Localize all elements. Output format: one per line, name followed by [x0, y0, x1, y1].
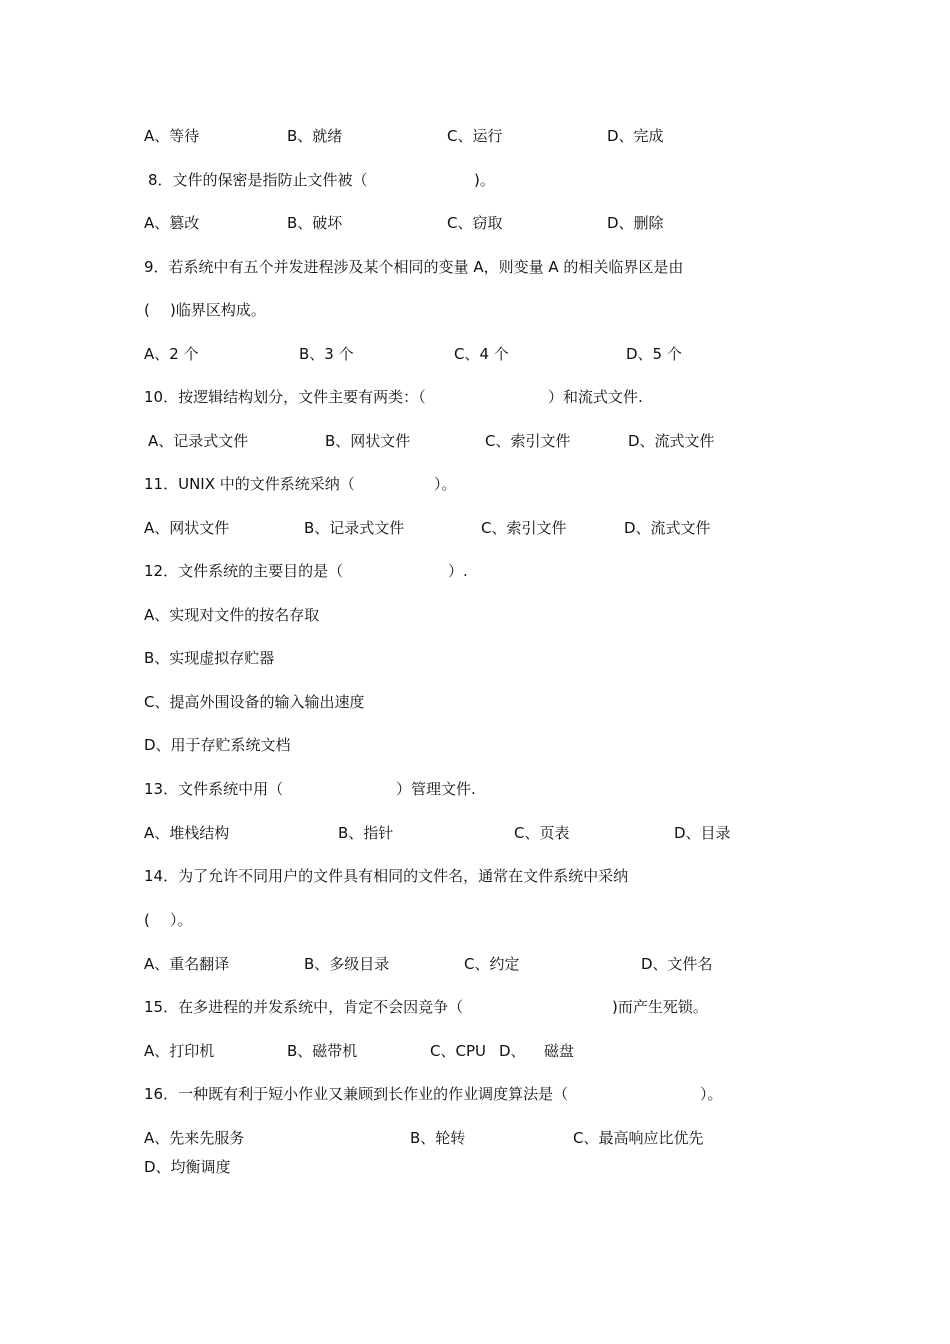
option-d: D、用于存贮系统文档: [144, 736, 291, 754]
question-paren: (: [144, 911, 150, 929]
question-prompt: 16．一种既有利于短小作业又兼顾到长作业的作业调度算法是（: [144, 1085, 569, 1103]
question-tail: ）。: [434, 475, 457, 493]
question-paren: (: [144, 301, 150, 319]
option-c: C、最高响应比优先: [573, 1129, 704, 1147]
option-c: C、提高外围设备的输入输出速度: [144, 693, 365, 711]
question-tail: )而产生死锁。: [612, 998, 708, 1016]
option-a: A、实现对文件的按名存取: [144, 606, 320, 624]
question-prompt: 8．文件的保密是指防止文件被（: [148, 171, 368, 189]
question-tail: ）。: [700, 1085, 723, 1103]
q16-options-line2: [0, 1155, 950, 1179]
option-a: A、堆栈结构: [144, 824, 230, 842]
option-c: C、CPU: [430, 1042, 486, 1060]
option-a: A、记录式文件: [148, 432, 249, 450]
question-prompt: 10．按逻辑结构划分，文件主要有两类：（: [144, 388, 426, 406]
option-d: D、目录: [674, 824, 731, 842]
question-9: [0, 255, 950, 279]
option-b: B、实现虚拟存贮器: [144, 649, 275, 667]
option-b: B、记录式文件: [304, 519, 405, 537]
q11-options: [0, 516, 950, 540]
option-b: B、多级目录: [304, 955, 390, 973]
question-prompt: 12．文件系统的主要目的是（: [144, 562, 344, 580]
question-13: [0, 777, 950, 801]
question-tail: ）.: [448, 562, 468, 580]
option-b: B、指针: [338, 824, 394, 842]
q9-options: [0, 342, 950, 366]
q13-options: [0, 821, 950, 845]
question-15: [0, 995, 950, 1019]
option-b: B、网状文件: [325, 432, 411, 450]
question-8: [0, 168, 950, 192]
q14-options: [0, 952, 950, 976]
question-16: [0, 1082, 950, 1106]
question-prompt: 11．UNIX 中的文件系统采纳（: [144, 475, 355, 493]
question-prompt: 15．在多进程的并发系统中，肯定不会因竞争（: [144, 998, 464, 1016]
question-prompt: 9．若系统中有五个并发进程涉及某个相同的变量 A，则变量 A 的相关临界区是由: [144, 258, 684, 276]
question-10: [0, 385, 950, 409]
option-a: A、重名翻译: [144, 955, 230, 973]
option-c: C、运行: [447, 127, 503, 145]
option-a: A、网状文件: [144, 519, 230, 537]
option-a: A、2 个: [144, 345, 199, 363]
option-d: D、流式文件: [624, 519, 711, 537]
q8-options: [0, 211, 950, 235]
question-tail: ）和流式文件.: [548, 388, 643, 406]
option-d: D、5 个: [626, 345, 682, 363]
q12-option-b: [0, 646, 950, 670]
option-d: D、完成: [607, 127, 664, 145]
question-9-line2: [0, 298, 950, 322]
option-c: C、索引文件: [485, 432, 571, 450]
question-tail: )临界区构成。: [170, 301, 266, 319]
option-d-text: 磁盘: [544, 1042, 575, 1060]
option-d: D、均衡调度: [144, 1158, 231, 1176]
q10-options: [0, 429, 950, 453]
option-b: B、破坏: [287, 214, 343, 232]
q12-option-c: [0, 690, 950, 714]
option-b: B、轮转: [410, 1129, 466, 1147]
option-d: D、: [499, 1042, 526, 1060]
q16-options: [0, 1126, 950, 1150]
q12-option-d: [0, 733, 950, 757]
option-c: C、窃取: [447, 214, 503, 232]
question-tail: ）。: [170, 911, 193, 929]
option-a: A、打印机: [144, 1042, 215, 1060]
question-tail: )。: [474, 171, 495, 189]
question-prompt: 14．为了允许不同用户的文件具有相同的文件名，通常在文件系统中采纳: [144, 867, 629, 885]
option-c: C、约定: [464, 955, 520, 973]
q15-options: [0, 1039, 950, 1063]
option-d: D、流式文件: [628, 432, 715, 450]
question-prompt: 13．文件系统中用（: [144, 780, 284, 798]
option-a: A、先来先服务: [144, 1129, 245, 1147]
q12-option-a: [0, 603, 950, 627]
question-14-line2: [0, 908, 950, 932]
option-b: B、3 个: [299, 345, 354, 363]
q7-options: [0, 124, 950, 148]
option-a: A、等待: [144, 127, 200, 145]
question-12: [0, 559, 950, 583]
option-b: B、磁带机: [287, 1042, 358, 1060]
question-11: [0, 472, 950, 496]
question-14: [0, 864, 950, 888]
option-b: B、就绪: [287, 127, 343, 145]
option-a: A、篡改: [144, 214, 200, 232]
option-d: D、删除: [607, 214, 664, 232]
option-d: D、文件名: [641, 955, 713, 973]
question-tail: ）管理文件.: [396, 780, 476, 798]
option-c: C、索引文件: [481, 519, 567, 537]
option-c: C、4 个: [454, 345, 509, 363]
option-c: C、页表: [514, 824, 570, 842]
